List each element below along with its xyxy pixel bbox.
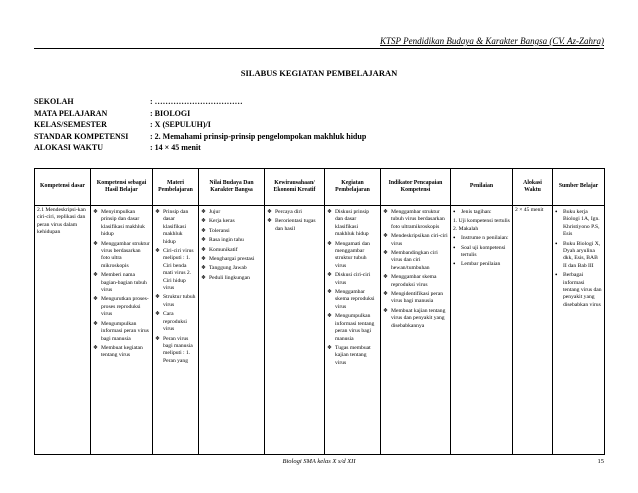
col-header: Alokasi Waktu xyxy=(513,169,553,206)
page-header: KTSP Pendidikan Budaya & Karakter Bangsa (CV. Az-Zahra) xyxy=(34,36,604,49)
list-item: ❖ Peduli lingkungan xyxy=(201,275,262,282)
info-row xyxy=(34,108,366,120)
cell-kompetensi-dasar: 2.1 Mendeskripsi-kan ciri-ciri, replikasi dan peran virus dalam kehidupan xyxy=(35,206,91,455)
table-header-row xyxy=(35,169,605,206)
list-item: ❖ Mengidentifikasi peran virus bagi manusia xyxy=(383,291,448,306)
list-item: ❖ Membandingkan ciri virus dan ciri hewan/tumbuhan xyxy=(383,250,448,272)
list-item: ❖ Membuat kegiatan tentang virus xyxy=(93,345,150,360)
info-value: : 14 × 45 menit xyxy=(150,143,201,152)
list-item: • Lembar penilaian xyxy=(453,261,510,268)
list-item: ❖ Menggambar struktur tubuh virus berdasarkan foto ultramikroskopis xyxy=(383,209,448,231)
col-header: Kompetensi dasar xyxy=(35,169,91,206)
cell-kewirausahaan xyxy=(265,206,325,455)
list-item: ❖ Mengurutkan proses-proses reproduksi virus xyxy=(93,296,150,318)
col-header: Nilai Budaya Dan Karakter Bangsa xyxy=(199,169,265,206)
info-value: : BIOLOGI xyxy=(150,108,191,118)
list-item: ❖ Memberi nama bagian-bagian tubuh virus xyxy=(93,272,150,294)
info-block xyxy=(34,96,366,154)
col-header: Penilaian xyxy=(451,169,513,206)
list-item: ❖ Diskusi ciri-ciri virus xyxy=(327,272,378,287)
cell-hasil-belajar xyxy=(91,206,153,455)
info-value: : X (SEPULUH)/I xyxy=(150,120,211,129)
table-row xyxy=(35,206,605,455)
penilaian-jenis-title: • Jenis tagihan: xyxy=(453,209,510,216)
list-item: ❖ Toleransi xyxy=(201,228,262,235)
list-item: ❖ Menggambar struktur virus berdasarkan foto ultra mikroskopis xyxy=(93,241,150,271)
col-header: Indikator Pencapaian Kompetensi xyxy=(381,169,451,206)
info-value: : …………………………… xyxy=(150,97,243,106)
list-item: ❖ Jujur xyxy=(201,209,262,216)
list-item: ❖ Menyimpulkan prinsip dan dasar klasifikasi makhluk hidup xyxy=(93,209,150,239)
list-item: ❖ Membuat kajian tentang virus dan penyakit yang disebabkannya xyxy=(383,308,448,330)
list-item: • Buku kerja Biologi 1A, Ign. Khristiyono P.S, Esis xyxy=(555,209,602,239)
list-item: ❖ Tanggung Jawab xyxy=(201,265,262,272)
list-item: • Berbagai informasi tentang virus dan penyakit yang disebabkan virus xyxy=(555,272,602,309)
list-item: ❖ Mendeskripsikan ciri-ciri virus xyxy=(383,233,448,248)
info-label: KELAS/SEMESTER xyxy=(34,120,107,129)
syllabus-table xyxy=(34,168,605,455)
list-item: 2. Makalah xyxy=(453,225,479,232)
info-row xyxy=(34,119,366,131)
col-header: Kewirausahaan/ Ekonomi Kreatif xyxy=(265,169,325,206)
list-item: ❖ Menggambar skema reproduksi virus xyxy=(327,289,378,311)
list-item: ❖ Menghargai prestasi xyxy=(201,256,262,263)
list-item: • Soal uji kompetensi tertulis xyxy=(453,245,510,260)
list-item: ❖ Cara reproduksi virus xyxy=(155,311,196,333)
cell-indikator xyxy=(381,206,451,455)
list-item: ❖ Kerja keras xyxy=(201,218,262,225)
list-item: ❖ Tugas membuat kajian tentang virus xyxy=(327,345,378,367)
list-item: ❖ Mengamati dan menggambar struktur tubuh virus xyxy=(327,241,378,271)
col-header: Sumber Belajar xyxy=(553,169,605,206)
list-item: • Buku Biologi X, Dyah aryulina dkk, Esis, BAB II dan Bab III xyxy=(555,241,602,271)
cell-kegiatan xyxy=(325,206,381,455)
list-item: ❖ Percaya diri xyxy=(267,209,322,216)
page-footer: Biologi SMA kelas X s/d XII xyxy=(282,458,356,465)
info-label: SEKOLAH xyxy=(34,97,74,106)
document-title: SILABUS KEGIATAN PEMBELAJARAN xyxy=(240,68,398,78)
cell-penilaian xyxy=(451,206,513,455)
list-item: ❖ Ciri-ciri virus meliputi : 1. Ciri benda mati virus 2. Ciri hidup virus xyxy=(155,248,196,292)
list-item: ❖ Diskusi prinsip dan dasar klasifikasi makhluk hidup xyxy=(327,209,378,239)
list-item: ❖ Berorientasi tugas dan hasil xyxy=(267,218,322,233)
info-row xyxy=(34,131,366,143)
col-header: Materi Pembelajaran xyxy=(153,169,199,206)
info-label: ALOKASI WAKTU xyxy=(34,143,103,152)
list-item: 1. Uji kompetensi tertulis xyxy=(453,218,510,225)
list-item: ❖ Prinsip dan dasar klasifikasi makhluk hidup xyxy=(155,209,196,246)
info-value: : 2. Memahami prinsip-prinsip pengelompokan makhluk hidup xyxy=(150,131,367,141)
info-label: MATA PELAJARAN xyxy=(34,108,108,118)
penilaian-instrumen-title: • Instrume n penilaian: xyxy=(453,235,510,242)
info-label: STANDAR KOMPETENSI xyxy=(34,131,129,141)
list-item: ❖ Peran virus bagi manusia meliputi : 1. Peran yang xyxy=(155,336,196,366)
list-item: ❖ Komunikatif xyxy=(201,247,262,254)
cell-alokasi: 2 × 45 menit xyxy=(513,206,553,455)
list-item: ❖ Mengumpulkan informasi tentang peran virus bagi manusia xyxy=(327,313,378,343)
info-row xyxy=(34,96,366,108)
info-row xyxy=(34,142,366,154)
col-header: Kompetensi sebagai Hasil Belajar xyxy=(91,169,153,206)
list-item: ❖ Struktur tubuh virus xyxy=(155,294,196,309)
cell-materi xyxy=(153,206,199,455)
list-item: ❖ Rasa ingin tahu xyxy=(201,237,262,244)
list-item: ❖ Menggambar skema reproduksi virus xyxy=(383,274,448,289)
page-number: 15 xyxy=(597,458,604,465)
cell-nilai xyxy=(199,206,265,455)
col-header: Kegiatan Pembelajaran xyxy=(325,169,381,206)
list-item: ❖ Mengumpulkan informasi peran virus bagi manusia xyxy=(93,321,150,343)
cell-sumber xyxy=(553,206,605,455)
